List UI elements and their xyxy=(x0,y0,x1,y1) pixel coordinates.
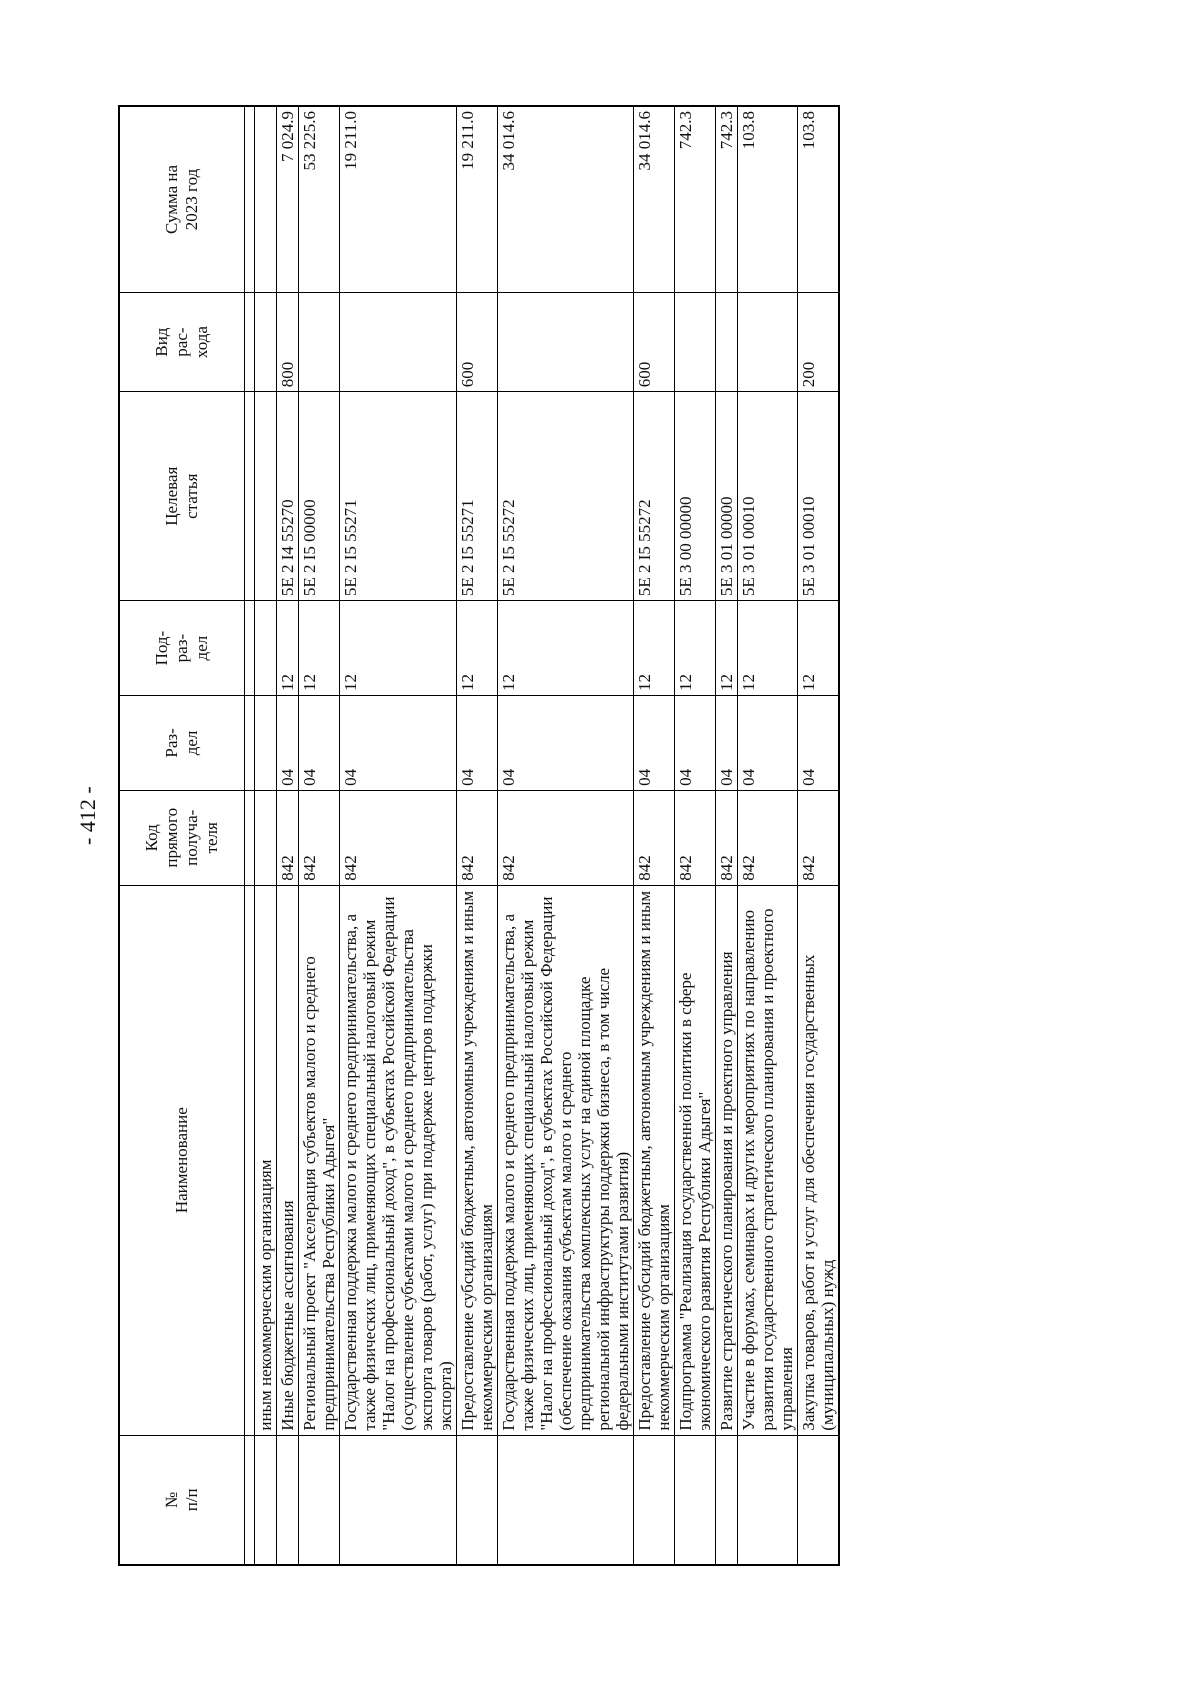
cell-code: 842 xyxy=(277,790,299,885)
cell-subsection: 12 xyxy=(675,601,716,696)
cell-num xyxy=(277,1435,299,1565)
cell-name: Предоставление субсидий бюджетным, автономным учреждениям и иным некоммерческим организациям xyxy=(634,885,675,1435)
cell-section: 04 xyxy=(675,696,716,791)
cell-amount: 103.8 xyxy=(738,106,798,292)
cell-subsection: 12 xyxy=(457,601,498,696)
cell-name: Участие в форумах, семинарах и других мероприятиях по направлению развития государственного стратегического планирования и проектного управления xyxy=(738,885,798,1435)
cell-target: 5E 3 01 00010 xyxy=(798,392,840,601)
cell-expense: 600 xyxy=(634,292,675,391)
cell-section: 04 xyxy=(277,696,299,791)
cell-expense xyxy=(738,292,798,391)
cell-section: 04 xyxy=(716,696,738,791)
cell-code: 842 xyxy=(798,790,840,885)
cell-expense xyxy=(675,292,716,391)
header-subsection: Под- раз- дел xyxy=(119,601,245,696)
cell-amount: 34 014.6 xyxy=(498,106,634,292)
table-row xyxy=(634,106,675,1565)
cell-code: 842 xyxy=(675,790,716,885)
cell-subsection: 12 xyxy=(299,601,340,696)
cell-num xyxy=(738,1435,798,1565)
cell-amount: 742.3 xyxy=(716,106,738,292)
cell-expense xyxy=(498,292,634,391)
cell-num xyxy=(798,1435,840,1565)
cell-name: Региональный проект "Акселерация субъектов малого и среднего предпринимательства Республики Адыгея" xyxy=(299,885,340,1435)
cell-code: 842 xyxy=(299,790,340,885)
cell-code: 842 xyxy=(340,790,457,885)
cell-amount: 19 211.0 xyxy=(340,106,457,292)
cell-target: 5E 2 I4 55270 xyxy=(277,392,299,601)
header-code: Код прямого получа- теля xyxy=(119,790,245,885)
cell-amount xyxy=(255,106,277,292)
header-target: Целевая статья xyxy=(119,392,245,601)
cell-section: 04 xyxy=(498,696,634,791)
header-num: № п/п xyxy=(119,1435,245,1565)
cell-subsection: 12 xyxy=(498,601,634,696)
table-row xyxy=(675,106,716,1565)
cell-num xyxy=(340,1435,457,1565)
cell-section: 04 xyxy=(457,696,498,791)
cell-target: 5E 2 I5 55272 xyxy=(634,392,675,601)
cell-num xyxy=(634,1435,675,1565)
cell-name: иным некоммерческим организациям xyxy=(255,885,277,1435)
cell-subsection: 12 xyxy=(277,601,299,696)
cell-section: 04 xyxy=(340,696,457,791)
header-name: Наименование xyxy=(119,885,245,1435)
cell-name: Закупка товаров, работ и услуг для обеспечения государственных (муниципальных) нужд xyxy=(798,885,840,1435)
cell-name: Подпрограмма "Реализация государственной политики в сфере экономического развития Республики Адыгея" xyxy=(675,885,716,1435)
cell-section: 04 xyxy=(738,696,798,791)
cell-num xyxy=(716,1435,738,1565)
cell-code xyxy=(255,790,277,885)
cell-target: 5E 2 I5 55271 xyxy=(457,392,498,601)
header-expense: Вид рас- хода xyxy=(119,292,245,391)
table-row xyxy=(255,106,277,1565)
cell-amount: 19 211.0 xyxy=(457,106,498,292)
cell-target: 5E 2 I5 55271 xyxy=(340,392,457,601)
budget-table-container xyxy=(118,105,1076,1566)
header-amount: Сумма на 2023 год xyxy=(119,106,245,292)
table-row xyxy=(340,106,457,1565)
cell-expense: 200 xyxy=(798,292,840,391)
cell-section: 04 xyxy=(798,696,840,791)
cell-code: 842 xyxy=(716,790,738,885)
cell-name: Государственная поддержка малого и среднего предпринимательства, а также физических лиц, применяющих специальный налоговый режим "Налог на профессиональный доход", в субъектах Российской Федерации (осуществление субъектами малого и среднего предпринимательства экспорта товаров (работ, услуг) при поддержке центров поддержки экспорта) xyxy=(340,885,457,1435)
cell-expense xyxy=(299,292,340,391)
cell-code: 842 xyxy=(738,790,798,885)
cell-num xyxy=(457,1435,498,1565)
table-row xyxy=(798,106,840,1565)
cell-name: Государственная поддержка малого и среднего предпринимательства, а также физических лиц, применяющих специальный налоговый режим "Налог на профессиональный доход", в субъектах Российской Федерации (обеспечение оказания субъектам малого и среднего предпринимательства комплексных услуг на единой площадке региональной инфраструктуры поддержки бизнеса, в том числе федеральными институтами развития) xyxy=(498,885,634,1435)
page-number: - 412 - xyxy=(75,786,100,845)
header-section: Раз- дел xyxy=(119,696,245,791)
cell-target: 5E 2 I5 55272 xyxy=(498,392,634,601)
cell-code: 842 xyxy=(457,790,498,885)
cell-name: Развитие стратегического планирования и проектного управления xyxy=(716,885,738,1435)
cell-target: 5E 3 01 00000 xyxy=(716,392,738,601)
table-header-row xyxy=(119,106,245,1565)
cell-section xyxy=(255,696,277,791)
cell-num xyxy=(255,1435,277,1565)
cell-expense xyxy=(255,292,277,391)
cell-num xyxy=(675,1435,716,1565)
cell-target: 5E 2 I5 00000 xyxy=(299,392,340,601)
table-row xyxy=(716,106,738,1565)
table-row xyxy=(498,106,634,1565)
cell-num xyxy=(498,1435,634,1565)
cell-code: 842 xyxy=(634,790,675,885)
cell-expense: 800 xyxy=(277,292,299,391)
cell-name: Предоставление субсидий бюджетным, автономным учреждениям и иным некоммерческим организациям xyxy=(457,885,498,1435)
cell-subsection: 12 xyxy=(716,601,738,696)
cell-name: Иные бюджетные ассигнования xyxy=(277,885,299,1435)
cell-subsection: 12 xyxy=(738,601,798,696)
cell-expense xyxy=(716,292,738,391)
cell-amount: 7 024.9 xyxy=(277,106,299,292)
cell-subsection xyxy=(255,601,277,696)
cell-expense: 600 xyxy=(457,292,498,391)
spacer-row xyxy=(245,106,255,1565)
cell-amount: 742.3 xyxy=(675,106,716,292)
cell-expense xyxy=(340,292,457,391)
cell-amount: 34 014.6 xyxy=(634,106,675,292)
cell-section: 04 xyxy=(299,696,340,791)
table-row xyxy=(299,106,340,1565)
cell-target: 5E 3 00 00000 xyxy=(675,392,716,601)
cell-target: 5E 3 01 00010 xyxy=(738,392,798,601)
cell-code: 842 xyxy=(498,790,634,885)
table-row xyxy=(738,106,798,1565)
cell-amount: 103.8 xyxy=(798,106,840,292)
cell-section: 04 xyxy=(634,696,675,791)
table-row xyxy=(277,106,299,1565)
table-row xyxy=(457,106,498,1565)
cell-target xyxy=(255,392,277,601)
cell-subsection: 12 xyxy=(798,601,840,696)
cell-subsection: 12 xyxy=(634,601,675,696)
cell-amount: 53 225.6 xyxy=(299,106,340,292)
cell-num xyxy=(299,1435,340,1565)
budget-table xyxy=(118,105,840,1566)
cell-subsection: 12 xyxy=(340,601,457,696)
